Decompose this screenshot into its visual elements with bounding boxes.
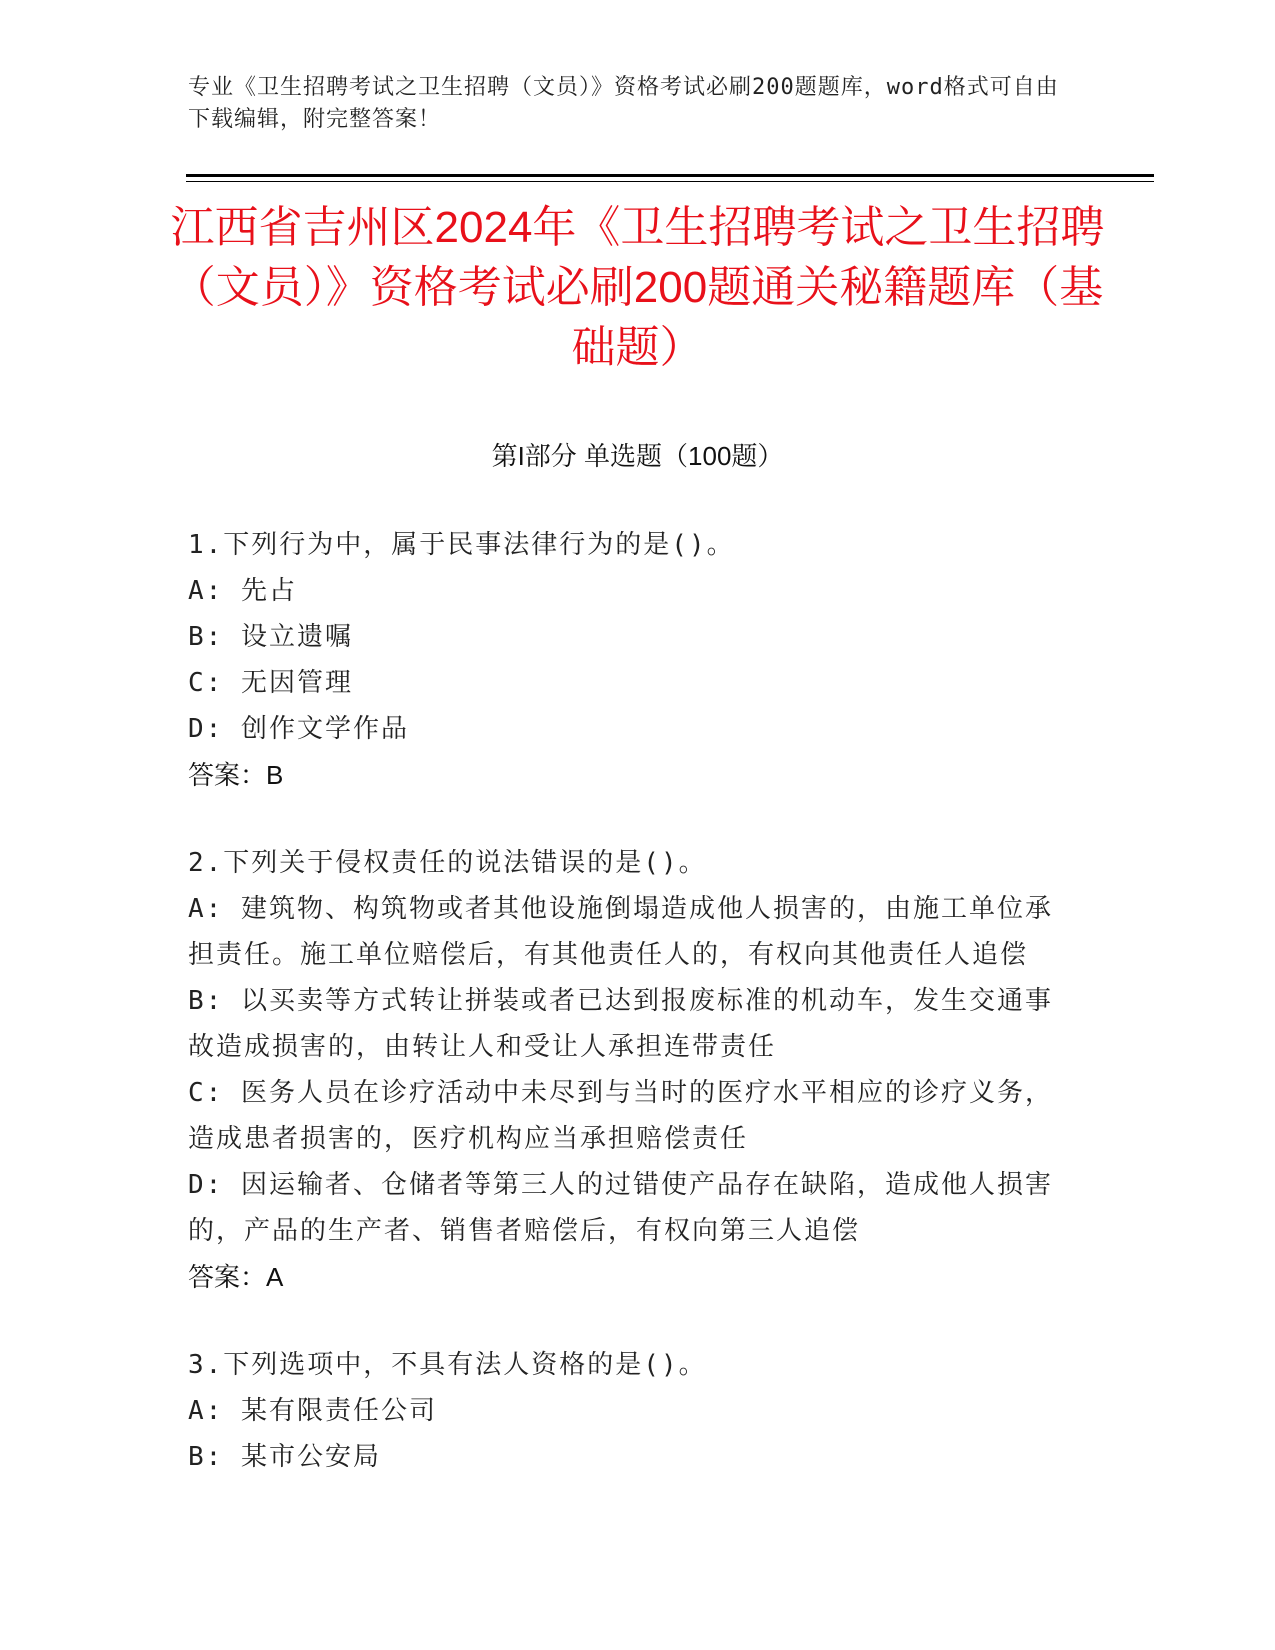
option-c: C: 无因管理 xyxy=(188,668,353,698)
header-note: 专业《卫生招聘考试之卫生招聘（文员）》资格考试必刷200题题库，word格式可自由下载编辑，附完整答案！ xyxy=(188,75,1059,132)
option-b: B: 某市公安局 xyxy=(188,1442,381,1472)
option-a: A: 建筑物、构筑物或者其他设施倒塌造成他人损害的，由施工单位承担责任。施工单位赔偿后，有其他责任人的，有权向其他责任人追偿 xyxy=(188,894,1053,970)
option-d: D: 创作文学作品 xyxy=(188,714,409,744)
question-stem: 1.下列行为中，属于民事法律行为的是()。 xyxy=(188,530,735,560)
option-d: D: 因运输者、仓储者等第三人的过错使产品存在缺陷，造成他人损害的，产品的生产者、销售者赔偿后，有权向第三人追偿 xyxy=(188,1170,1053,1246)
option-b: B: 设立遗嘱 xyxy=(188,622,353,652)
question-list xyxy=(188,522,1068,1480)
section-title: 第I部分 单选题（100题） xyxy=(491,441,784,471)
option-a: A: 先占 xyxy=(188,576,297,606)
question-stem: 3.下列选项中，不具有法人资格的是()。 xyxy=(188,1350,707,1380)
option-b: B: 以买卖等方式转让拼装或者已达到报废标准的机动车，发生交通事故造成损害的，由转让人和受让人承担连带责任 xyxy=(188,986,1053,1062)
answer-label: 答案：B xyxy=(188,760,284,790)
header-rule-thick xyxy=(186,174,1154,177)
option-c: C: 医务人员在诊疗活动中未尽到与当时的医疗水平相应的诊疗义务，造成患者损害的，医疗机构应当承担赔偿责任 xyxy=(188,1078,1053,1154)
option-a: A: 某有限责任公司 xyxy=(188,1396,437,1426)
question-stem: 2.下列关于侵权责任的说法错误的是()。 xyxy=(188,848,707,878)
header-rule-thin xyxy=(186,181,1154,182)
question-item xyxy=(188,1342,1068,1480)
question-item xyxy=(188,522,1068,798)
document-title: 江西省吉州区2024年《卫生招聘考试之卫生招聘（文员）》资格考试必刷200题通关秘籍题库（基础题） xyxy=(170,203,1105,372)
answer-label: 答案：A xyxy=(188,1262,284,1292)
question-item xyxy=(188,840,1068,1300)
